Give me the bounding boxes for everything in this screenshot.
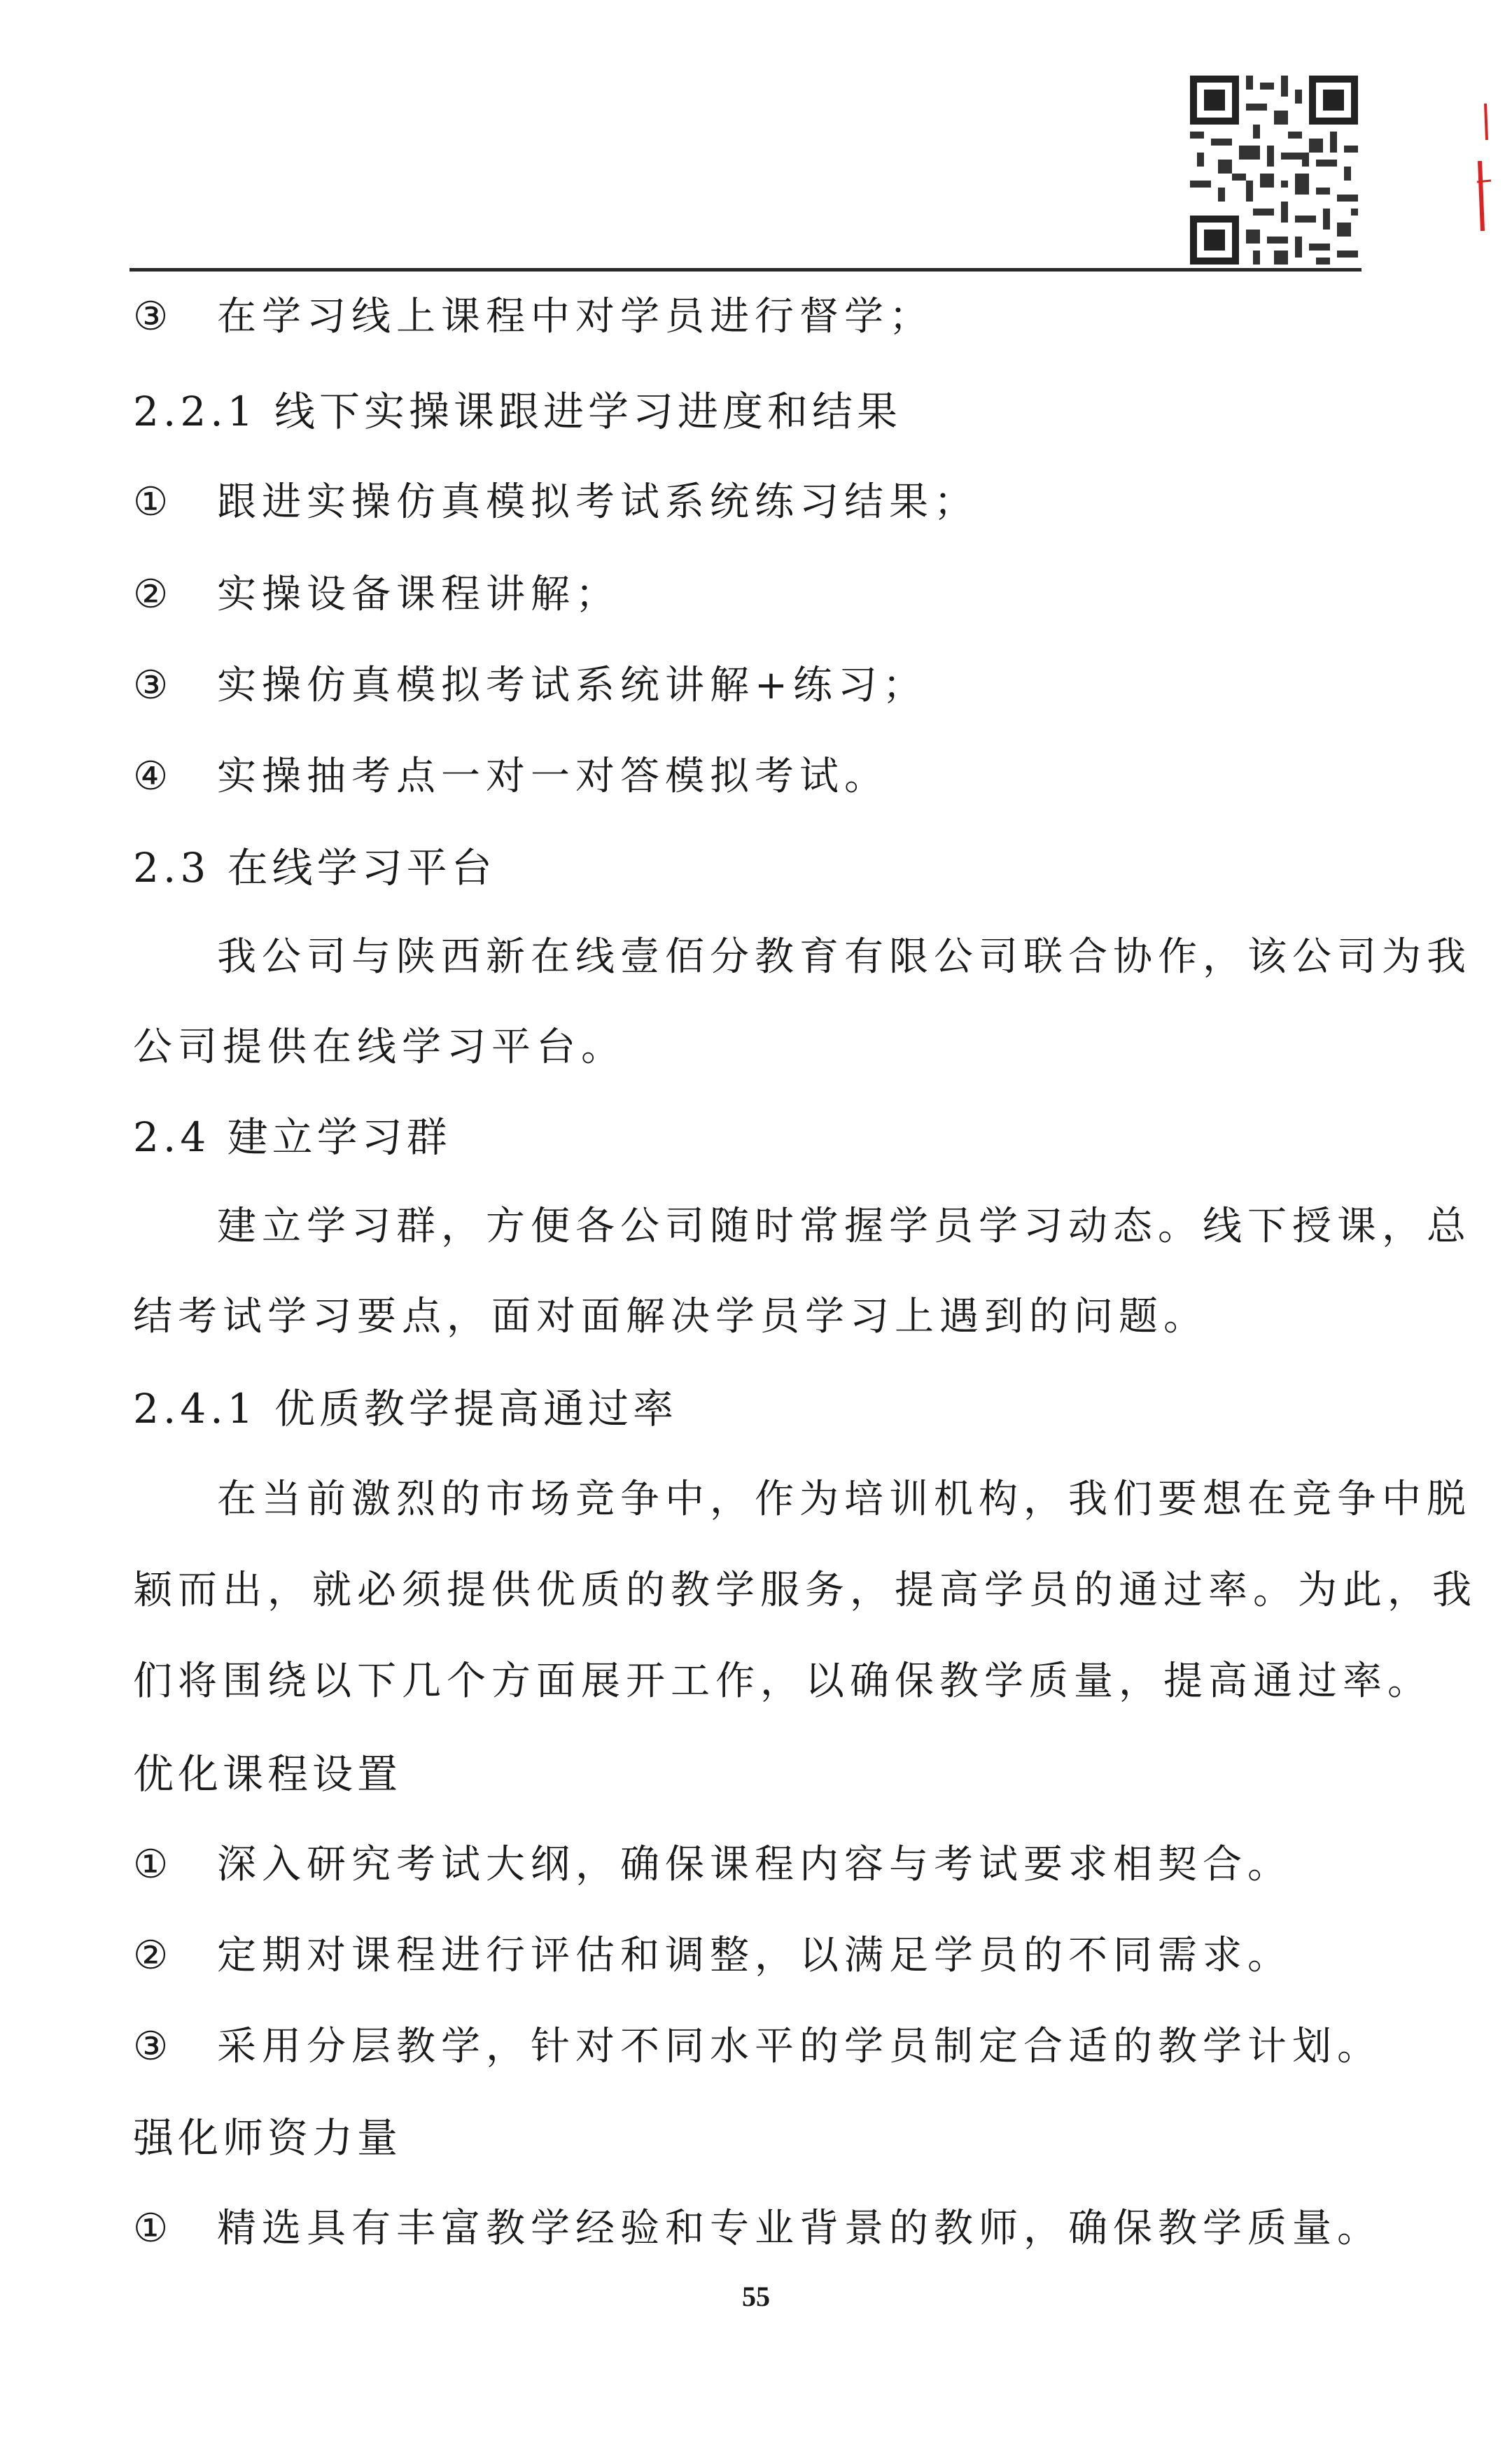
list-item — [133, 661, 927, 710]
paragraph-line: 结考试学习要点，面对面解决学员学习上遇到的问题。 — [133, 1294, 1208, 1339]
header-rule — [130, 268, 1362, 272]
list-item-text: 实操仿真模拟考试系统讲解+练习； — [217, 663, 927, 708]
list-marker: ④ — [133, 754, 174, 799]
section-heading: 强化师资力量 — [133, 2114, 402, 2162]
section-heading: 2.4 建立学习群 — [133, 1113, 451, 1161]
paragraph-line: 颖而出，就必须提供优质的教学服务，提高学员的通过率。为此，我 — [133, 1568, 1477, 1613]
list-item-text: 实操抽考点一对一对答模拟考试。 — [217, 754, 889, 799]
list-item — [133, 1931, 1292, 1980]
paragraph-line: 我公司与陕西新在线壹佰分教育有限公司联合协作，该公司为我 — [217, 934, 1471, 980]
list-item-text: 实操设备课程讲解； — [217, 572, 620, 617]
list-item-text: 精选具有丰富教学经验和专业背景的教师，确保教学质量。 — [217, 2206, 1382, 2251]
paragraph-line: 在当前激烈的市场竞争中，作为培训机构，我们要想在竞争中脱 — [217, 1477, 1471, 1522]
list-item — [133, 293, 934, 342]
section-heading: 2.3 在线学习平台 — [133, 844, 496, 892]
list-item — [133, 478, 979, 527]
list-item — [133, 752, 889, 801]
list-marker: ② — [133, 1933, 174, 1978]
list-item — [133, 570, 620, 619]
list-item — [133, 1840, 1292, 1889]
list-item-text: 采用分层教学，针对不同水平的学员制定合适的教学计划。 — [217, 2024, 1382, 2069]
list-marker: ③ — [133, 2024, 174, 2069]
list-item-text: 跟进实操仿真模拟考试系统练习结果； — [217, 479, 979, 525]
list-marker: ① — [133, 1842, 174, 1887]
list-item — [133, 2022, 1382, 2071]
list-marker: ③ — [133, 294, 174, 339]
list-marker: ① — [133, 479, 174, 525]
list-marker: ③ — [133, 663, 174, 708]
paragraph-line: 们将围绕以下几个方面展开工作，以确保教学质量，提高通过率。 — [133, 1659, 1432, 1704]
qr-code — [1190, 76, 1358, 265]
list-marker: ① — [133, 2206, 174, 2251]
page-number: 55 — [742, 2281, 770, 2312]
section-heading: 优化课程设置 — [133, 1750, 402, 1798]
section-heading: 2.2.1 线下实操课跟进学习进度和结果 — [133, 388, 902, 435]
list-item-text: 深入研究考试大纲，确保课程内容与考试要求相契合。 — [217, 1842, 1292, 1887]
section-heading: 2.4.1 优质教学提高通过率 — [133, 1385, 678, 1432]
paragraph-line: 建立学习群，方便各公司随时常握学员学习动态。线下授课，总 — [217, 1204, 1471, 1249]
list-marker: ② — [133, 572, 174, 617]
list-item — [133, 2204, 1382, 2253]
paragraph-line: 公司提供在线学习平台。 — [133, 1025, 626, 1070]
list-item-text: 在学习线上课程中对学员进行督学； — [217, 294, 934, 339]
list-item-text: 定期对课程进行评估和调整，以满足学员的不同需求。 — [217, 1933, 1292, 1978]
red-stamp-mark — [1470, 98, 1498, 238]
